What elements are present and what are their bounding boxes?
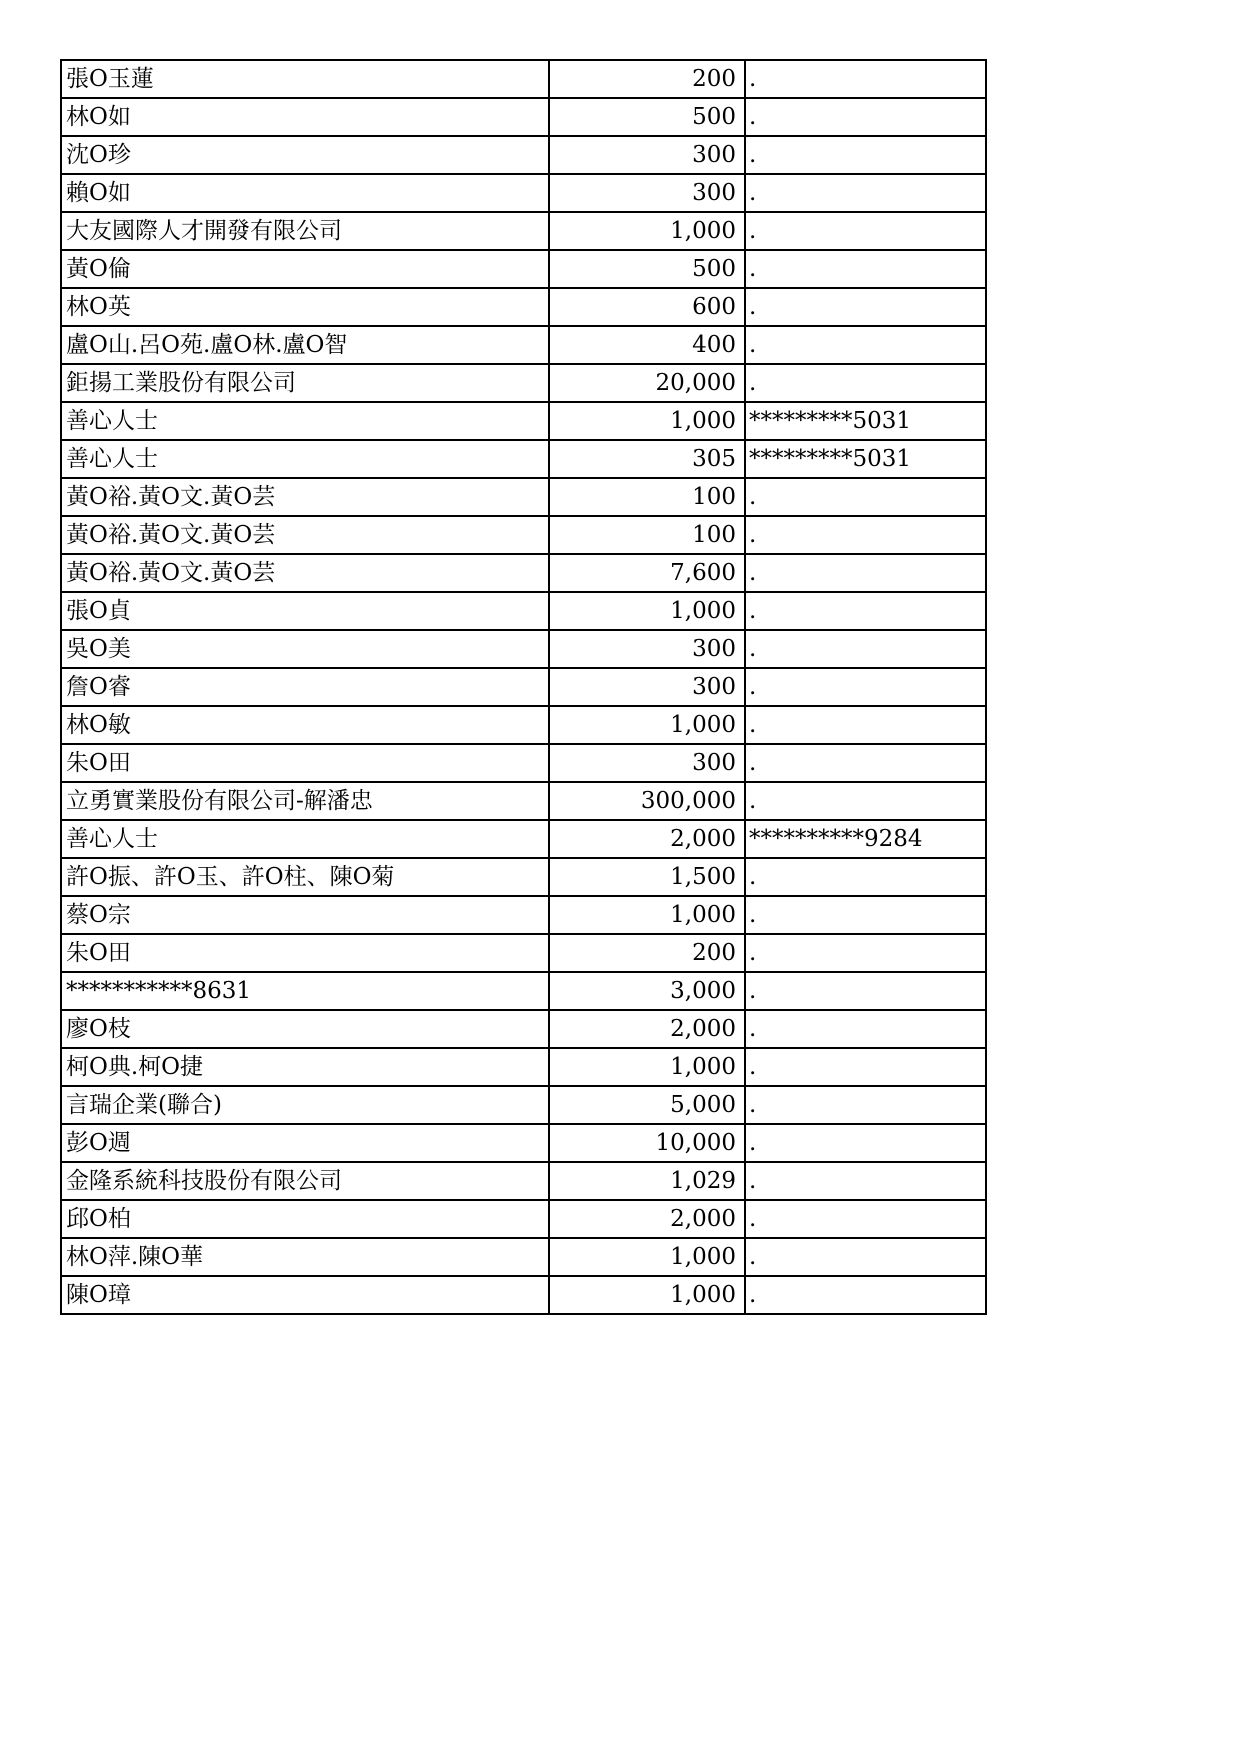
amount-cell: 300 [549,668,745,706]
note-cell: . [745,782,986,820]
amount-cell: 300,000 [549,782,745,820]
amount-cell: 1,000 [549,592,745,630]
note-cell: *********5031 [745,440,986,478]
note-cell: . [745,250,986,288]
donor-name-cell: 朱O田 [61,934,549,972]
amount-cell: 500 [549,98,745,136]
table-row [61,1200,986,1238]
donor-name-cell: 林O敏 [61,706,549,744]
amount-cell: 1,000 [549,212,745,250]
amount-cell: 5,000 [549,1086,745,1124]
table-row [61,554,986,592]
amount-cell: 1,000 [549,402,745,440]
note-cell: . [745,896,986,934]
table-row [61,1124,986,1162]
amount-cell: 200 [549,934,745,972]
table-row [61,440,986,478]
donor-name-cell: 善心人士 [61,402,549,440]
table-row [61,478,986,516]
donor-name-cell: 言瑞企業(聯合) [61,1086,549,1124]
note-cell: **********9284 [745,820,986,858]
note-cell: . [745,212,986,250]
amount-cell: 1,500 [549,858,745,896]
donor-name-cell: 張O玉蓮 [61,60,549,98]
table-row [61,364,986,402]
table-row [61,820,986,858]
table-row [61,896,986,934]
note-cell: . [745,478,986,516]
table-row [61,706,986,744]
amount-cell: 1,000 [549,896,745,934]
donor-name-cell: 黃O裕.黃O文.黃O芸 [61,478,549,516]
amount-cell: 2,000 [549,820,745,858]
note-cell: . [745,1276,986,1314]
donor-name-cell: 廖O枝 [61,1010,549,1048]
table-row [61,1048,986,1086]
note-cell: . [745,98,986,136]
amount-cell: 2,000 [549,1010,745,1048]
table-row [61,1086,986,1124]
donor-name-cell: 邱O柏 [61,1200,549,1238]
amount-cell: 200 [549,60,745,98]
table-row [61,1276,986,1314]
amount-cell: 7,600 [549,554,745,592]
donor-name-cell: 鉅揚工業股份有限公司 [61,364,549,402]
amount-cell: 305 [549,440,745,478]
amount-cell: 400 [549,326,745,364]
note-cell: . [745,668,986,706]
note-cell: . [745,1238,986,1276]
donor-name-cell: 朱O田 [61,744,549,782]
note-cell: . [745,1200,986,1238]
note-cell: . [745,934,986,972]
donor-name-cell: 張O貞 [61,592,549,630]
note-cell: . [745,1086,986,1124]
donor-name-cell: 詹O睿 [61,668,549,706]
note-cell: . [745,1162,986,1200]
amount-cell: 300 [549,744,745,782]
donor-name-cell: 黃O倫 [61,250,549,288]
note-cell: . [745,136,986,174]
note-cell: . [745,630,986,668]
table-row [61,858,986,896]
donor-name-cell: ***********8631 [61,972,549,1010]
donor-name-cell: 彭O週 [61,1124,549,1162]
amount-cell: 300 [549,136,745,174]
donor-name-cell: 許O振、許O玉、許O柱、陳O菊 [61,858,549,896]
table-row [61,934,986,972]
amount-cell: 1,000 [549,706,745,744]
note-cell: . [745,554,986,592]
donor-name-cell: 善心人士 [61,820,549,858]
note-cell: . [745,364,986,402]
table-row [61,288,986,326]
amount-cell: 100 [549,478,745,516]
note-cell: . [745,60,986,98]
donation-table [60,59,987,1315]
table-row [61,744,986,782]
amount-cell: 2,000 [549,1200,745,1238]
table-row [61,212,986,250]
donor-name-cell: 林O萍.陳O華 [61,1238,549,1276]
donor-name-cell: 吳O美 [61,630,549,668]
amount-cell: 1,029 [549,1162,745,1200]
amount-cell: 1,000 [549,1048,745,1086]
table-row [61,1162,986,1200]
note-cell: . [745,174,986,212]
table-row [61,136,986,174]
table-row [61,326,986,364]
donor-name-cell: 善心人士 [61,440,549,478]
table-row [61,1238,986,1276]
table-row [61,1010,986,1048]
donor-name-cell: 盧O山.呂O苑.盧O林.盧O智 [61,326,549,364]
amount-cell: 500 [549,250,745,288]
note-cell: . [745,706,986,744]
donor-name-cell: 立勇實業股份有限公司-解潘忠 [61,782,549,820]
note-cell: . [745,326,986,364]
donation-sheet [60,59,985,1315]
note-cell: . [745,1124,986,1162]
donor-name-cell: 蔡O宗 [61,896,549,934]
note-cell: . [745,1048,986,1086]
note-cell: . [745,1010,986,1048]
amount-cell: 100 [549,516,745,554]
donor-name-cell: 柯O典.柯O捷 [61,1048,549,1086]
amount-cell: 1,000 [549,1276,745,1314]
note-cell: . [745,592,986,630]
table-row [61,516,986,554]
donor-name-cell: 大友國際人才開發有限公司 [61,212,549,250]
amount-cell: 300 [549,630,745,668]
amount-cell: 300 [549,174,745,212]
note-cell: . [745,744,986,782]
note-cell: . [745,858,986,896]
table-row [61,98,986,136]
amount-cell: 600 [549,288,745,326]
table-row [61,972,986,1010]
note-cell: . [745,972,986,1010]
donor-name-cell: 陳O璋 [61,1276,549,1314]
note-cell: . [745,288,986,326]
table-row [61,630,986,668]
donor-name-cell: 金隆系統科技股份有限公司 [61,1162,549,1200]
amount-cell: 3,000 [549,972,745,1010]
note-cell: *********5031 [745,402,986,440]
table-row [61,60,986,98]
table-row [61,592,986,630]
table-row [61,402,986,440]
table-row [61,174,986,212]
amount-cell: 10,000 [549,1124,745,1162]
table-row [61,782,986,820]
table-row [61,668,986,706]
donor-name-cell: 黃O裕.黃O文.黃O芸 [61,516,549,554]
donor-name-cell: 沈O珍 [61,136,549,174]
donor-name-cell: 林O英 [61,288,549,326]
donor-name-cell: 黃O裕.黃O文.黃O芸 [61,554,549,592]
donor-name-cell: 賴O如 [61,174,549,212]
donor-name-cell: 林O如 [61,98,549,136]
amount-cell: 20,000 [549,364,745,402]
note-cell: . [745,516,986,554]
table-row [61,250,986,288]
donation-table-body [61,60,986,1314]
amount-cell: 1,000 [549,1238,745,1276]
